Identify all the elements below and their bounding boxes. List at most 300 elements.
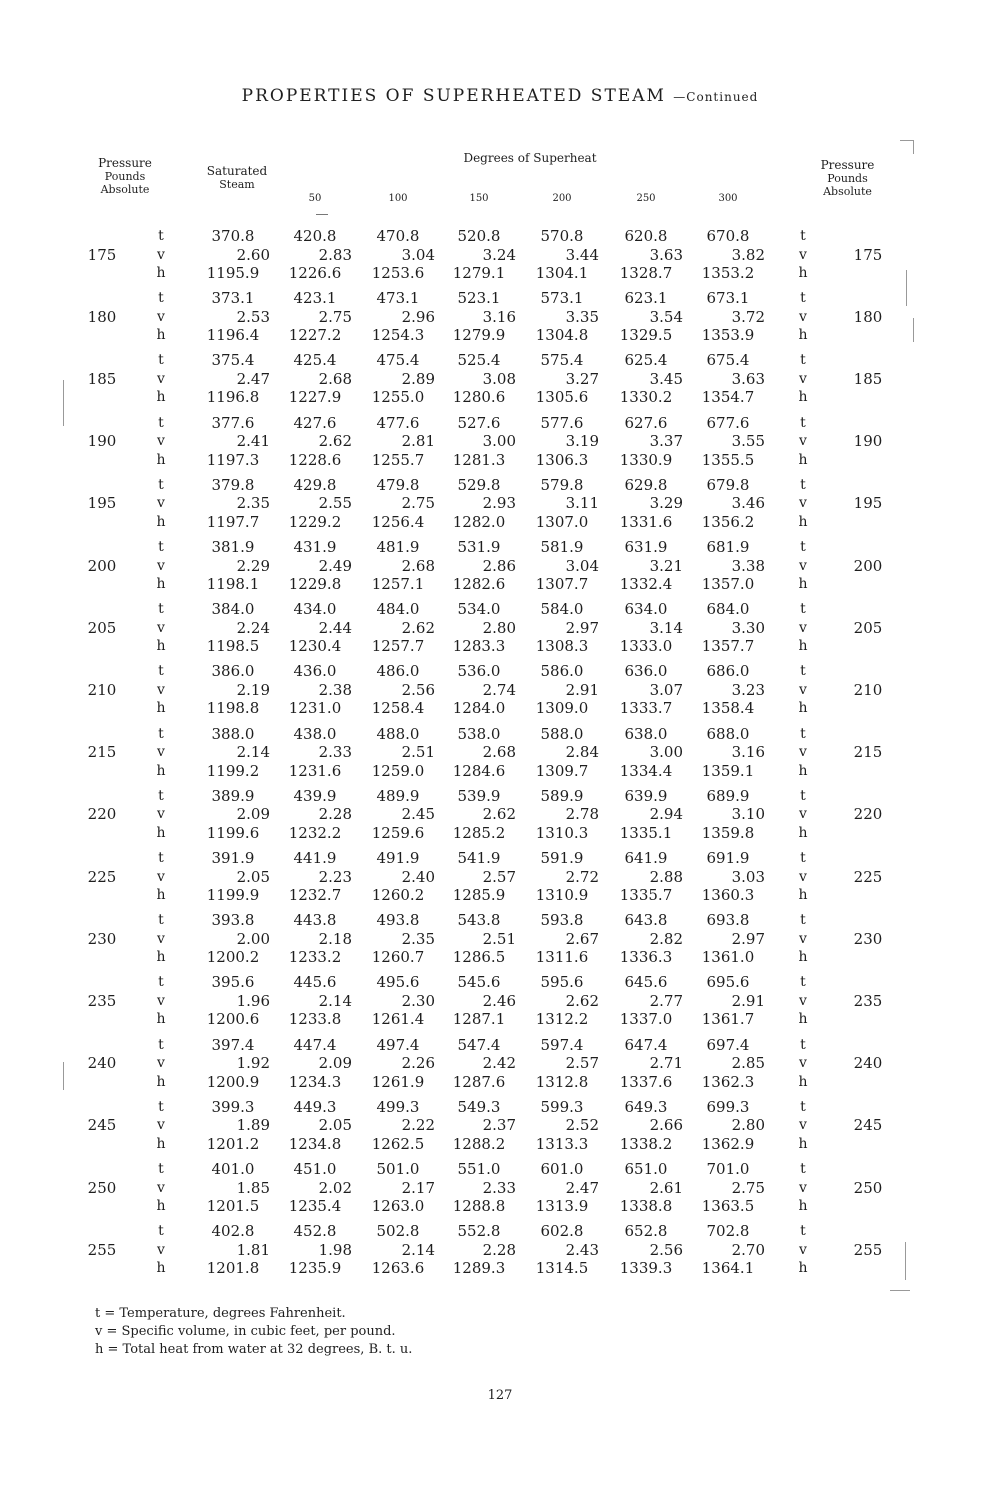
table-cell-h: 1199.9 xyxy=(206,886,260,904)
row-letter-right: t xyxy=(800,352,806,369)
row-letter-left: h xyxy=(156,1135,166,1152)
table-cell-t: 638.0 xyxy=(624,724,668,743)
table-cell-t: 573.1 xyxy=(540,289,584,308)
table-cell-t: 501.0 xyxy=(376,1160,420,1178)
row-letter-right: t xyxy=(800,1223,806,1240)
table-cell-t: 595.6 xyxy=(540,973,584,992)
table-cell-t: 641.9 xyxy=(624,849,668,867)
row-letter-right: v xyxy=(799,370,807,387)
table-cell-v: 2.40 xyxy=(401,867,435,886)
table-cell-t: 593.8 xyxy=(540,911,584,930)
table-cell-h: 1356.2 xyxy=(701,512,755,531)
table-cell-t: 639.9 xyxy=(624,786,668,805)
table-cell-h: 1201.2 xyxy=(206,1134,260,1153)
table-cell-t: 395.6 xyxy=(211,973,255,992)
pressure-right: 215 xyxy=(853,743,883,762)
row-letter-left: v xyxy=(157,868,165,885)
pressure-left: 225 xyxy=(87,867,117,886)
table-cell-t: 591.9 xyxy=(540,849,584,867)
table-cell-v: 2.89 xyxy=(401,369,435,388)
table-cell-v: 3.04 xyxy=(565,556,599,575)
table-cell-h: 1197.3 xyxy=(206,450,260,469)
table-cell-t: 545.6 xyxy=(457,973,501,992)
row-letter-left: h xyxy=(156,949,166,966)
table-cell-h: 1360.3 xyxy=(701,886,755,904)
table-cell-t: 451.0 xyxy=(293,1160,337,1178)
row-letter-left: v xyxy=(157,744,165,761)
table-cell-t: 601.0 xyxy=(540,1160,584,1178)
table-cell-v: 3.35 xyxy=(565,307,599,326)
table-cell-v: 2.83 xyxy=(318,245,352,264)
row-letter-right: h xyxy=(798,700,808,717)
table-cell-h: 1261.9 xyxy=(371,1072,425,1091)
table-cell-v: 1.89 xyxy=(236,1116,270,1135)
table-cell-t: 552.8 xyxy=(457,1222,501,1241)
row-letter-right: h xyxy=(798,638,808,655)
pressure-left: 200 xyxy=(87,556,117,575)
row-letter-right: t xyxy=(800,539,806,555)
table-cell-h: 1235.4 xyxy=(288,1197,342,1215)
pressure-left: 190 xyxy=(87,432,117,451)
table-cell-h: 1334.4 xyxy=(619,761,673,780)
table-cell-h: 1263.6 xyxy=(371,1259,425,1278)
table-cell-t: 538.0 xyxy=(457,724,501,743)
table-cell-v: 2.33 xyxy=(318,743,352,762)
table-cell-h: 1232.7 xyxy=(288,886,342,904)
row-letter-left: v xyxy=(157,619,165,636)
table-cell-v: 2.75 xyxy=(318,307,352,326)
row-letter-left: t xyxy=(158,912,164,929)
table-cell-t: 447.4 xyxy=(293,1035,337,1054)
table-cell-t: 489.9 xyxy=(376,786,420,805)
table-cell-h: 1198.5 xyxy=(206,637,260,656)
table-cell-t: 570.8 xyxy=(540,227,584,245)
row-letter-right: h xyxy=(798,1260,808,1277)
table-cell-v: 3.00 xyxy=(482,432,516,451)
table-cell-v: 1.85 xyxy=(236,1178,270,1197)
pressure-left: 185 xyxy=(87,369,117,388)
pressure-left: 175 xyxy=(87,245,117,264)
table-cell-h: 1307.7 xyxy=(535,575,589,593)
table-cell-t: 543.8 xyxy=(457,911,501,930)
scan-mark xyxy=(905,1242,906,1280)
row-letter-left: t xyxy=(158,228,164,244)
row-letter-right: v xyxy=(799,868,807,885)
table-cell-t: 575.4 xyxy=(540,351,584,370)
table-cell-v: 3.24 xyxy=(482,245,516,264)
saturated-header xyxy=(192,165,282,191)
table-cell-v: 2.70 xyxy=(731,1240,765,1259)
table-cell-h: 1254.3 xyxy=(371,326,425,345)
table-cell-t: 586.0 xyxy=(540,662,584,681)
pressure-right: 250 xyxy=(853,1178,883,1197)
scan-mark xyxy=(900,140,914,141)
table-cell-t: 388.0 xyxy=(211,724,255,743)
row-letter-right: v xyxy=(799,930,807,947)
table-cell-v: 2.35 xyxy=(236,494,270,513)
table-cell-v: 1.92 xyxy=(236,1054,270,1073)
row-letter-right: t xyxy=(800,476,806,493)
table-cell-t: 525.4 xyxy=(457,351,501,370)
table-cell-t: 634.0 xyxy=(624,600,668,619)
table-cell-t: 429.8 xyxy=(293,475,337,494)
table-cell-h: 1309.0 xyxy=(535,699,589,718)
table-cell-t: 620.8 xyxy=(624,227,668,245)
table-cell-v: 2.68 xyxy=(401,556,435,575)
table-cell-v: 2.30 xyxy=(401,991,435,1010)
table-cell-t: 531.9 xyxy=(457,538,501,556)
saturated-header-line1: Saturated xyxy=(206,164,268,178)
table-cell-h: 1255.7 xyxy=(371,450,425,469)
table-cell-v: 2.66 xyxy=(649,1116,683,1135)
table-cell-v: 3.38 xyxy=(731,556,765,575)
table-cell-h: 1199.2 xyxy=(206,761,260,780)
row-letter-right: h xyxy=(798,887,808,903)
table-cell-v: 2.17 xyxy=(401,1178,435,1197)
table-cell-v: 2.51 xyxy=(401,743,435,762)
table-cell-t: 475.4 xyxy=(376,351,420,370)
table-cell-v: 3.82 xyxy=(731,245,765,264)
table-cell-t: 673.1 xyxy=(706,289,750,308)
table-cell-h: 1283.3 xyxy=(452,637,506,656)
table-cell-v: 2.47 xyxy=(565,1178,599,1197)
table-cell-t: 393.8 xyxy=(211,911,255,930)
pressure-left: 180 xyxy=(87,307,117,326)
pressure-right: 255 xyxy=(853,1240,883,1259)
table-cell-t: 449.3 xyxy=(293,1097,337,1116)
table-cell-t: 375.4 xyxy=(211,351,255,370)
pressure-right: 240 xyxy=(853,1054,883,1073)
header-rule xyxy=(316,214,328,215)
table-cell-v: 2.55 xyxy=(318,494,352,513)
table-cell-t: 602.8 xyxy=(540,1222,584,1241)
table-cell-t: 434.0 xyxy=(293,600,337,619)
pressure-left: 235 xyxy=(87,991,117,1010)
table-cell-h: 1361.7 xyxy=(701,1010,755,1029)
pressure-left: 220 xyxy=(87,805,117,824)
table-cell-h: 1233.8 xyxy=(288,1010,342,1029)
table-cell-t: 427.6 xyxy=(293,413,337,432)
table-cell-h: 1256.4 xyxy=(371,512,425,531)
page-number: 127 xyxy=(487,1388,513,1403)
table-cell-t: 386.0 xyxy=(211,662,255,681)
table-cell-h: 1328.7 xyxy=(619,264,673,282)
table-cell-t: 397.4 xyxy=(211,1035,255,1054)
pressure-right: 210 xyxy=(853,680,883,699)
table-cell-h: 1285.9 xyxy=(452,886,506,904)
table-cell-v: 2.49 xyxy=(318,556,352,575)
row-letter-left: v xyxy=(157,495,165,512)
table-cell-t: 677.6 xyxy=(706,413,750,432)
table-cell-t: 481.9 xyxy=(376,538,420,556)
table-cell-h: 1200.9 xyxy=(206,1072,260,1091)
table-cell-v: 2.75 xyxy=(731,1178,765,1197)
degree-col-header: 50 xyxy=(308,193,322,204)
table-cell-v: 2.14 xyxy=(318,991,352,1010)
table-cell-t: 484.0 xyxy=(376,600,420,619)
pressure-left: 245 xyxy=(87,1116,117,1135)
table-cell-v: 2.52 xyxy=(565,1116,599,1135)
table-cell-v: 2.29 xyxy=(236,556,270,575)
degree-col-header: 250 xyxy=(636,193,656,204)
table-cell-v: 2.14 xyxy=(401,1240,435,1259)
table-cell-h: 1198.1 xyxy=(206,575,260,593)
pressure-header-right-line2: Pounds xyxy=(827,172,868,185)
table-cell-v: 2.74 xyxy=(482,680,516,699)
table-cell-v: 2.41 xyxy=(236,432,270,451)
table-cell-h: 1362.3 xyxy=(701,1072,755,1091)
table-cell-h: 1231.0 xyxy=(288,699,342,718)
table-cell-v: 2.56 xyxy=(401,680,435,699)
row-letter-left: t xyxy=(158,414,164,431)
legend-v: v = Specific volume, in cubic feet, per pound. xyxy=(95,1324,396,1339)
pressure-header-right xyxy=(805,159,890,198)
row-letter-right: t xyxy=(800,787,806,804)
table-cell-t: 689.9 xyxy=(706,786,750,805)
row-letter-right: t xyxy=(800,414,806,431)
table-cell-h: 1333.7 xyxy=(619,699,673,718)
table-cell-v: 2.09 xyxy=(236,805,270,824)
table-cell-v: 3.23 xyxy=(731,680,765,699)
row-letter-right: v xyxy=(799,433,807,450)
table-cell-v: 3.00 xyxy=(649,743,683,762)
row-letter-left: t xyxy=(158,476,164,493)
table-cell-v: 2.28 xyxy=(318,805,352,824)
table-cell-v: 2.77 xyxy=(649,991,683,1010)
table-cell-h: 1253.6 xyxy=(371,264,425,282)
row-letter-right: v xyxy=(799,246,807,263)
table-cell-h: 1233.2 xyxy=(288,948,342,967)
row-letter-right: h xyxy=(798,389,808,406)
pressure-right: 245 xyxy=(853,1116,883,1135)
legend-t: t = Temperature, degrees Fahrenheit. xyxy=(95,1306,346,1321)
table-cell-v: 2.18 xyxy=(318,929,352,948)
table-cell-t: 629.8 xyxy=(624,475,668,494)
pressure-right: 195 xyxy=(853,494,883,513)
row-letter-right: t xyxy=(800,228,806,244)
table-cell-v: 2.51 xyxy=(482,929,516,948)
table-cell-v: 1.96 xyxy=(236,991,270,1010)
table-cell-h: 1195.9 xyxy=(206,264,260,282)
table-cell-v: 2.88 xyxy=(649,867,683,886)
table-cell-h: 1362.9 xyxy=(701,1134,755,1153)
table-cell-t: 529.8 xyxy=(457,475,501,494)
table-cell-t: 681.9 xyxy=(706,538,750,556)
row-letter-left: h xyxy=(156,1011,166,1028)
pressure-left: 230 xyxy=(87,929,117,948)
table-cell-v: 2.62 xyxy=(482,805,516,824)
table-cell-t: 691.9 xyxy=(706,849,750,867)
table-cell-t: 623.1 xyxy=(624,289,668,308)
table-cell-t: 381.9 xyxy=(211,538,255,556)
saturated-header-line2: Steam xyxy=(219,178,255,191)
table-cell-h: 1229.8 xyxy=(288,575,342,593)
degrees-superheat-header: Degrees of Superheat xyxy=(463,151,597,165)
row-letter-right: h xyxy=(798,576,808,592)
table-cell-v: 3.16 xyxy=(731,743,765,762)
table-cell-h: 1355.5 xyxy=(701,450,755,469)
table-cell-h: 1285.2 xyxy=(452,823,506,842)
page-title xyxy=(0,86,1000,106)
row-letter-right: v xyxy=(799,557,807,574)
table-cell-h: 1229.2 xyxy=(288,512,342,531)
table-cell-t: 534.0 xyxy=(457,600,501,619)
table-cell-t: 470.8 xyxy=(376,227,420,245)
table-cell-h: 1257.1 xyxy=(371,575,425,593)
table-cell-t: 636.0 xyxy=(624,662,668,681)
table-cell-h: 1312.2 xyxy=(535,1010,589,1029)
table-cell-t: 647.4 xyxy=(624,1035,668,1054)
table-cell-v: 3.55 xyxy=(731,432,765,451)
table-cell-h: 1284.6 xyxy=(452,761,506,780)
pressure-right: 175 xyxy=(853,245,883,264)
table-cell-v: 2.62 xyxy=(318,432,352,451)
row-letter-left: t xyxy=(158,663,164,680)
table-cell-v: 2.93 xyxy=(482,494,516,513)
table-cell-h: 1282.6 xyxy=(452,575,506,593)
table-cell-t: 527.6 xyxy=(457,413,501,432)
scan-mark xyxy=(63,380,64,426)
table-cell-h: 1337.6 xyxy=(619,1072,673,1091)
pressure-right: 200 xyxy=(853,556,883,575)
pressure-left: 215 xyxy=(87,743,117,762)
row-letter-right: v xyxy=(799,992,807,1009)
table-cell-t: 488.0 xyxy=(376,724,420,743)
pressure-right: 180 xyxy=(853,307,883,326)
table-cell-h: 1335.1 xyxy=(619,823,673,842)
table-cell-v: 3.54 xyxy=(649,307,683,326)
table-cell-v: 2.68 xyxy=(482,743,516,762)
pressure-header-left xyxy=(85,157,165,196)
table-cell-v: 2.38 xyxy=(318,680,352,699)
table-cell-v: 3.03 xyxy=(731,867,765,886)
row-letter-left: t xyxy=(158,850,164,866)
table-cell-t: 486.0 xyxy=(376,662,420,681)
table-cell-h: 1353.2 xyxy=(701,264,755,282)
table-cell-t: 588.0 xyxy=(540,724,584,743)
row-letter-left: v xyxy=(157,308,165,325)
table-cell-v: 3.19 xyxy=(565,432,599,451)
table-cell-v: 2.19 xyxy=(236,680,270,699)
table-cell-h: 1200.6 xyxy=(206,1010,260,1029)
row-letter-right: t xyxy=(800,1161,806,1177)
table-cell-t: 693.8 xyxy=(706,911,750,930)
table-cell-v: 2.86 xyxy=(482,556,516,575)
row-letter-left: t xyxy=(158,601,164,618)
table-cell-v: 2.67 xyxy=(565,929,599,948)
table-cell-h: 1227.2 xyxy=(288,326,342,345)
table-cell-h: 1281.3 xyxy=(452,450,506,469)
row-letter-left: h xyxy=(156,576,166,592)
table-cell-h: 1288.8 xyxy=(452,1197,506,1215)
table-cell-h: 1234.8 xyxy=(288,1134,342,1153)
table-cell-t: 597.4 xyxy=(540,1035,584,1054)
table-cell-t: 599.3 xyxy=(540,1097,584,1116)
table-cell-v: 2.68 xyxy=(318,369,352,388)
table-cell-h: 1289.3 xyxy=(452,1259,506,1278)
title-continued: —Continued xyxy=(673,90,759,104)
table-cell-v: 2.37 xyxy=(482,1116,516,1135)
table-cell-t: 584.0 xyxy=(540,600,584,619)
table-cell-h: 1333.0 xyxy=(619,637,673,656)
row-letter-right: h xyxy=(798,949,808,966)
table-cell-t: 439.9 xyxy=(293,786,337,805)
row-letter-right: t xyxy=(800,601,806,618)
table-cell-v: 2.47 xyxy=(236,369,270,388)
table-cell-v: 2.35 xyxy=(401,929,435,948)
pressure-right: 190 xyxy=(853,432,883,451)
table-cell-t: 420.8 xyxy=(293,227,337,245)
table-cell-h: 1304.1 xyxy=(535,264,589,282)
table-cell-v: 2.75 xyxy=(401,494,435,513)
pressure-left: 210 xyxy=(87,680,117,699)
table-cell-h: 1332.4 xyxy=(619,575,673,593)
table-cell-t: 373.1 xyxy=(211,289,255,308)
table-cell-v: 2.57 xyxy=(565,1054,599,1073)
row-letter-left: v xyxy=(157,930,165,947)
table-cell-v: 3.72 xyxy=(731,307,765,326)
table-cell-h: 1227.9 xyxy=(288,388,342,407)
row-letter-right: t xyxy=(800,1036,806,1053)
degree-col-header: 200 xyxy=(552,193,572,204)
row-letter-right: v xyxy=(799,1241,807,1258)
table-cell-v: 3.29 xyxy=(649,494,683,513)
row-letter-left: v xyxy=(157,370,165,387)
table-cell-v: 2.80 xyxy=(731,1116,765,1135)
row-letter-right: v xyxy=(799,1179,807,1196)
table-cell-v: 2.14 xyxy=(236,743,270,762)
row-letter-right: h xyxy=(798,1011,808,1028)
table-cell-t: 399.3 xyxy=(211,1097,255,1116)
table-cell-t: 377.6 xyxy=(211,413,255,432)
scan-mark xyxy=(906,270,907,306)
table-cell-h: 1288.2 xyxy=(452,1134,506,1153)
table-cell-h: 1330.2 xyxy=(619,388,673,407)
row-letter-right: h xyxy=(798,1198,808,1214)
table-cell-h: 1286.5 xyxy=(452,948,506,967)
pressure-right: 205 xyxy=(853,618,883,637)
table-cell-v: 2.02 xyxy=(318,1178,352,1197)
table-cell-t: 370.8 xyxy=(211,227,255,245)
row-letter-right: h xyxy=(798,762,808,779)
table-cell-h: 1199.6 xyxy=(206,823,260,842)
table-cell-h: 1260.7 xyxy=(371,948,425,967)
row-letter-right: h xyxy=(798,1073,808,1090)
row-letter-right: v xyxy=(799,681,807,698)
table-cell-h: 1261.4 xyxy=(371,1010,425,1029)
table-cell-t: 384.0 xyxy=(211,600,255,619)
row-letter-left: t xyxy=(158,1223,164,1240)
row-letter-right: v xyxy=(799,1117,807,1134)
table-cell-h: 1235.9 xyxy=(288,1259,342,1278)
table-cell-h: 1263.0 xyxy=(371,1197,425,1215)
table-cell-t: 425.4 xyxy=(293,351,337,370)
table-cell-t: 699.3 xyxy=(706,1097,750,1116)
row-letter-right: v xyxy=(799,1055,807,1072)
table-cell-v: 3.30 xyxy=(731,618,765,637)
table-cell-h: 1338.8 xyxy=(619,1197,673,1215)
table-cell-h: 1259.6 xyxy=(371,823,425,842)
table-cell-v: 3.63 xyxy=(731,369,765,388)
table-cell-h: 1331.6 xyxy=(619,512,673,531)
row-letter-right: h xyxy=(798,824,808,841)
table-cell-v: 3.10 xyxy=(731,805,765,824)
table-cell-v: 2.53 xyxy=(236,307,270,326)
row-letter-left: h xyxy=(156,513,166,530)
table-cell-t: 688.0 xyxy=(706,724,750,743)
pressure-left: 250 xyxy=(87,1178,117,1197)
row-letter-left: h xyxy=(156,824,166,841)
